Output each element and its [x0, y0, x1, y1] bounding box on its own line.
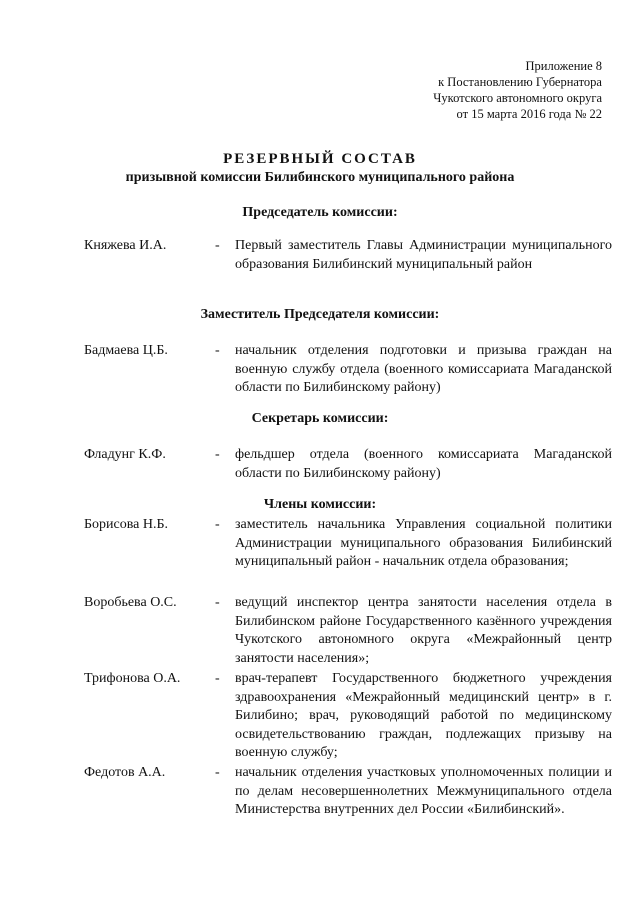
member-name: Фладунг К.Ф. — [84, 447, 166, 462]
section-heading-chair: Председатель комиссии: — [242, 205, 398, 220]
document-title: РЕЗЕРВНЫЙ СОСТАВ — [223, 151, 417, 167]
member-name: Княжева И.А. — [84, 238, 167, 253]
member-position: начальник отделения подготовки и призыва граждан на военную службу отдела (военного комиссариата Магаданской области по Билибинскому району) — [235, 343, 612, 395]
member-dash: - — [215, 238, 220, 253]
member-name: Федотов А.А. — [84, 765, 166, 780]
appendix-line: к Постановлению Губернатора — [438, 75, 602, 89]
appendix-block — [433, 58, 602, 122]
member-dash: - — [215, 517, 220, 532]
document-subtitle: призывной комиссии Билибинского муниципального района — [125, 170, 515, 185]
member-name: Трифонова О.А. — [84, 671, 181, 686]
section-heading-members: Члены комиссии: — [263, 497, 377, 512]
member-name: Борисова Н.Б. — [84, 517, 169, 532]
member-dash: - — [215, 595, 220, 610]
member-position: ведущий инспектор центра занятости населения отдела в Билибинском районе Государственного казённого учреждения Чукотского автономного округа «Межрайонный центр занятости населения»; — [235, 595, 612, 666]
member-dash: - — [215, 343, 220, 358]
member-dash: - — [215, 765, 220, 780]
member-position: Первый заместитель Главы Администрации муниципального образования Билибинский муниципальный район — [235, 238, 612, 272]
appendix-line: Приложение 8 — [525, 59, 602, 73]
member-position: фельдшер отдела (военного комиссариата Магаданской области по Билибинскому району) — [235, 447, 612, 481]
member-position: начальник отделения участковых уполномоченных полиции и по делам несовершеннолетних Межмуниципального отдела Министерства внутренних дел России «Билибинский». — [235, 765, 612, 817]
appendix-line: от 15 марта 2016 года № 22 — [456, 107, 602, 121]
member-name: Воробьева О.С. — [84, 595, 177, 610]
section-heading-deputy: Заместитель Председателя комиссии: — [200, 307, 440, 322]
member-dash: - — [215, 671, 220, 686]
member-name: Бадмаева Ц.Б. — [84, 343, 168, 358]
member-position: заместитель начальника Управления социальной политики Администрации муниципального образования Билибинский муниципальный район - начальник отдела образования; — [235, 517, 612, 569]
appendix-line: Чукотского автономного округа — [433, 91, 602, 105]
member-dash: - — [215, 447, 220, 462]
member-position: врач-терапевт Государственного бюджетного учреждения здравоохранения «Межрайонный медицинский центр» в г. Билибино; врач, руководящий работой по медицинскому освидетельствованию граждан, подлежащих призыву на военную службу; — [235, 671, 612, 760]
section-heading-secretary: Секретарь комиссии: — [251, 411, 389, 426]
